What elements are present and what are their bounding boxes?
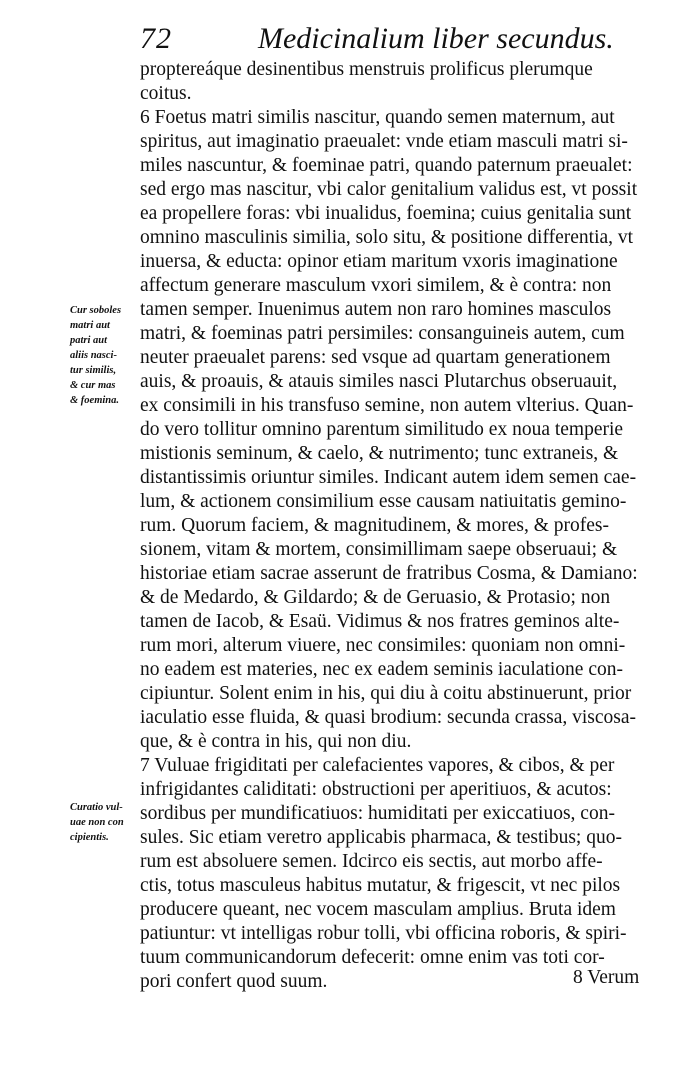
text-line: patiuntur: vt intelligas robur tolli, vbi officina roboris, & spiri- <box>140 923 627 944</box>
text-line: tuum communicandorum defecerit: omne enim vas toti cor- <box>140 947 605 968</box>
text-line: ea propellere foras: vbi inualidus, foemina; cuius genitalia sunt <box>140 203 632 224</box>
margin-note-line: & cur mas <box>70 380 116 391</box>
text-line: tamen semper. Inuenimus autem non raro homines masculos <box>140 299 612 320</box>
text-line: affectum generare masculum vxori similem, & è contra: non <box>140 275 612 296</box>
text-line: infrigidantes caliditati: obstructioni per aperitiuos, & acutos: <box>140 779 612 800</box>
text-line: neuter praeualet parens: sed vsque ad quartam generationem <box>140 347 611 368</box>
text-line: sordibus per mundificatiuos: humiditati per exiccatiuos, con- <box>140 803 615 824</box>
margin-note-line: Cur soboles <box>70 305 122 316</box>
text-line: 7 Vuluae frigiditati per calefacientes vapores, & cibos, & per <box>140 755 615 776</box>
margin-note-line: & foemina. <box>70 395 119 406</box>
text-line: que, & è contra in his, qui non diu. <box>140 731 412 752</box>
text-line: sed ergo mas nascitur, vbi calor genitalium validus est, vt possit <box>140 179 638 200</box>
text-line: spiritus, aut imaginatio praeualet: vnde etiam masculi matri si- <box>140 131 628 152</box>
running-title: Medicinalium liber secundus. <box>258 22 614 55</box>
text-line: ctis, totus masculeus habitus mutatur, & frigescit, vt nec pilos <box>140 875 621 896</box>
text-line: omnino masculinis similia, solo situ, & positione differentia, vt <box>140 227 634 248</box>
page-number: 72 <box>140 22 172 55</box>
text-line: rum est absoluere semen. Idcirco eis sectis, aut morbo affe- <box>140 851 603 872</box>
margin-note-line: uae non con <box>70 817 124 828</box>
text-line: producere queant, nec vocem masculam amplius. Bruta idem <box>140 899 616 920</box>
text-line: do vero tollitur omnino parentum similitudo ex noua temperie <box>140 419 624 440</box>
margin-note-line: cipientis. <box>70 832 109 843</box>
text-line: no eadem est materies, nec ex eadem seminis iaculatione con- <box>140 659 623 680</box>
text-line: pori confert quod suum. <box>140 971 328 992</box>
text-line: tamen de Iacob, & Esaü. Vidimus & nos fratres geminos alte- <box>140 611 620 632</box>
text-line: matri, & foeminas patri persimiles: consanguineis autem, cum <box>140 323 625 344</box>
text-line: rum mori, alterum viuere, nec consimiles: quoniam non omni- <box>140 635 626 656</box>
text-line: cipiuntur. Solent enim in his, qui diu à coitu abstinuerunt, prior <box>140 683 632 704</box>
margin-note-cure <box>70 800 140 845</box>
margin-note-line: tur similis, <box>70 365 117 376</box>
text-line: sionem, vitam & mortem, consimillimam saepe obseruaui; & <box>140 539 618 560</box>
margin-note-similarity <box>70 303 140 408</box>
catchword: 8 Verum <box>573 967 640 988</box>
text-line: inuersa, & educta: opinor etiam maritum vxoris imaginatione <box>140 251 618 272</box>
margin-note-line: matri aut <box>70 320 110 331</box>
text-line: distantissimis oriuntur similes. Indicant autem idem semen cae- <box>140 467 637 488</box>
running-header <box>0 18 700 58</box>
margin-note-line: Curatio vul- <box>70 802 123 813</box>
margin-note-line: patri aut <box>70 335 108 346</box>
text-line: auis, & proauis, & atauis similes nasci Plutarchus obseruauit, <box>140 371 618 392</box>
text-line: sules. Sic etiam veretro applicabis pharmaca, & testibus; quo- <box>140 827 622 848</box>
text-line: lum, & actionem consimilium esse causam natiuitatis gemino- <box>140 491 627 512</box>
text-line: rum. Quorum faciem, & magnitudinem, & mores, & profes- <box>140 515 609 536</box>
text-line: iaculatio esse fluida, & quasi brodium: secunda crassa, viscosa- <box>140 707 637 728</box>
margin-note-line: aliis nasci- <box>70 350 117 361</box>
text-line: 6 Foetus matri similis nascitur, quando semen maternum, aut <box>140 107 615 128</box>
text-line: proptereáque desinentibus menstruis prolificus plerumque <box>140 59 593 80</box>
text-line: mistionis seminum, & caelo, & nutrimento; tunc extraneis, & <box>140 443 619 464</box>
text-line: miles nascuntur, & foeminae patri, quando paternum praeualet: <box>140 155 633 176</box>
text-line: coitus. <box>140 83 192 104</box>
text-line: ex consimili in his transfuso semine, non autem vlterius. Quan- <box>140 395 634 416</box>
text-line: historiae etiam sacrae asserunt de fratribus Cosma, & Damiano: <box>140 563 638 584</box>
text-line: & de Medardo, & Gildardo; & de Geruasio, & Protasio; non <box>140 587 611 608</box>
